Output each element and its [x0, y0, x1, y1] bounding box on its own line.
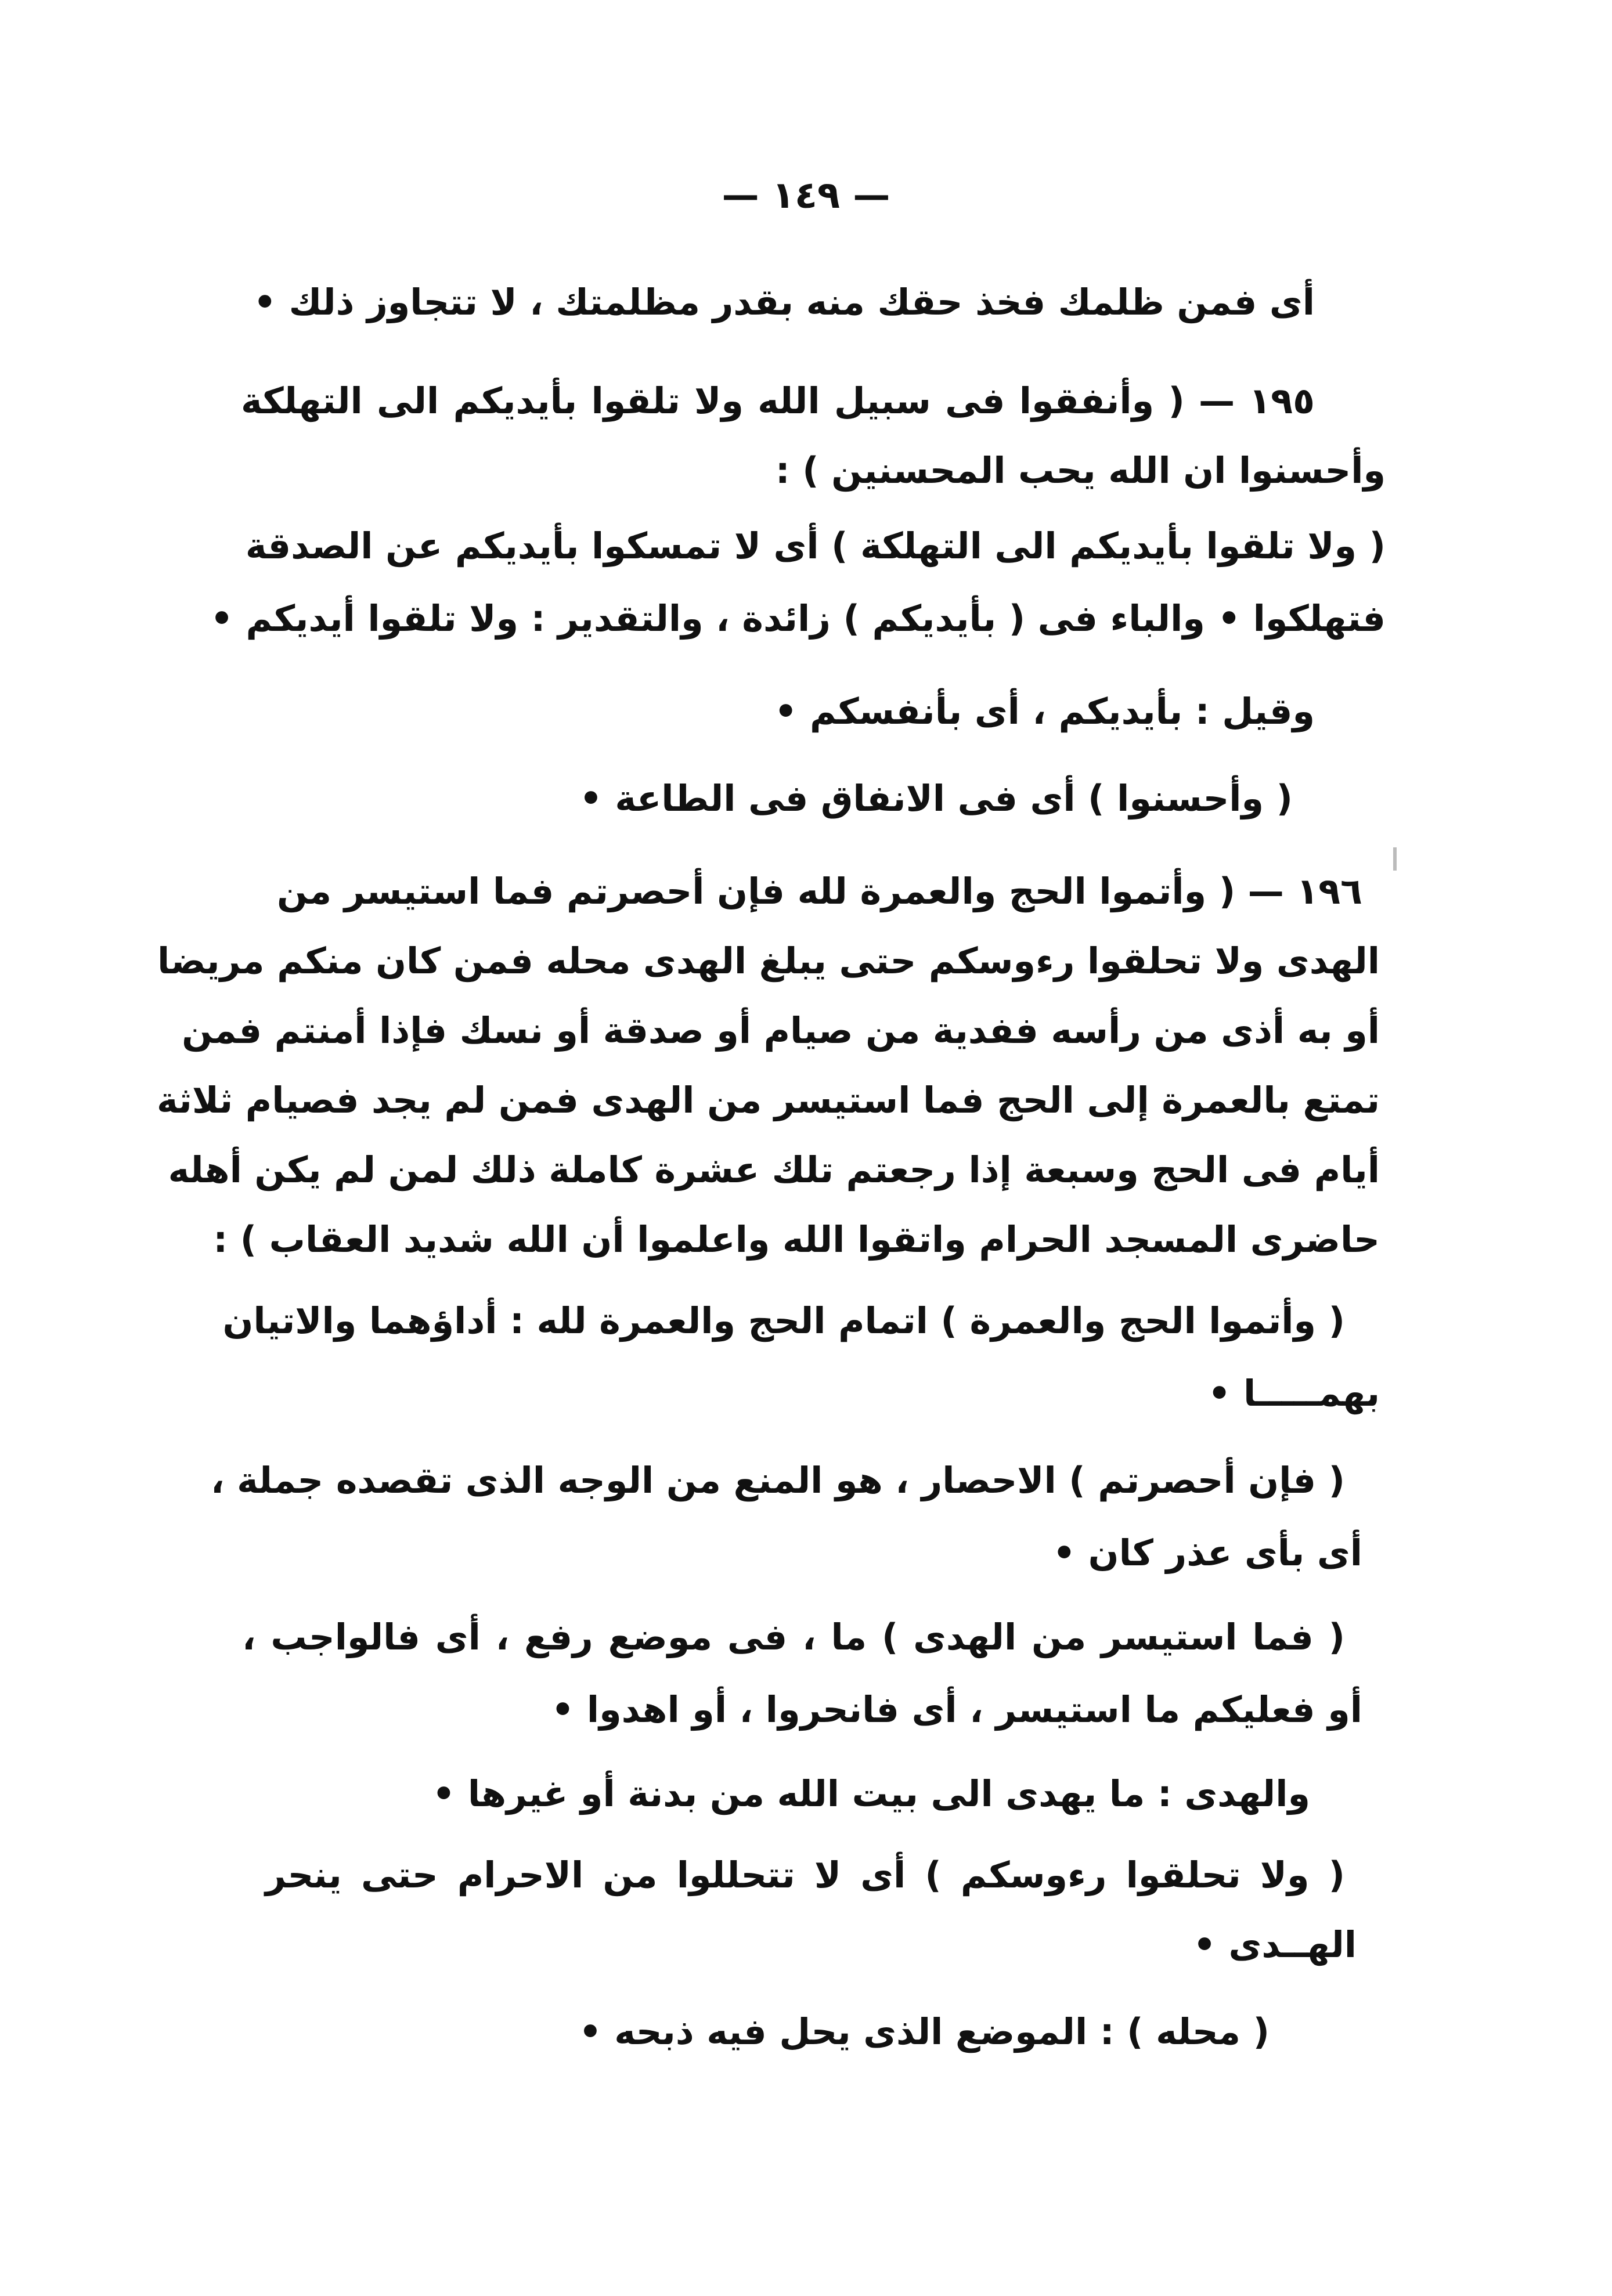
text-line: ( فإن أحصرتم ) الاحصار ، هو المنع من الوجه الذى تقصده جملة ، — [210, 1459, 1345, 1501]
text-line: وقيل : بأيديكم ، أى بأنفسكم • — [774, 690, 1315, 732]
text-line: ١٩٦ — ( وأتموا الحج والعمرة لله فإن أحصرتم فما استيسر من — [277, 870, 1362, 912]
text-line: أى فمن ظلمك فخذ حقك منه بقدر مظلمتك ، لا تتجاوز ذلك • — [253, 281, 1315, 323]
text-line: ١٩٥ — ( وأنفقوا فى سبيل الله ولا تلقوا بأيديكم الى التهلكة — [241, 380, 1315, 422]
text-line: فتهلكوا • والباء فى ( بأيديكم ) زائدة ، والتقدير : ولا تلقوا أيديكم • — [210, 597, 1386, 640]
page-number: — ١٤٩ — — [722, 174, 890, 217]
margin-mark — [1393, 847, 1397, 871]
text-line: الهــدى • — [1193, 1923, 1357, 1966]
text-line: أو به أذى من رأسه ففدية من صيام أو صدقة أو نسك فإذا أمنتم فمن — [182, 1009, 1380, 1052]
text-line: الهدى ولا تحلقوا رءوسكم حتى يبلغ الهدى محله فمن كان منكم مريضا — [157, 940, 1380, 982]
text-line: والهدى : ما يهدى الى بيت الله من بدنة أو غيرها • — [432, 1772, 1310, 1815]
text-line: حاضرى المسجد الحرام واتقوا الله واعلموا أن الله شديد العقاب ) : — [213, 1218, 1380, 1261]
text-line: أى بأى عذر كان • — [1052, 1532, 1362, 1574]
text-line: ( وأتموا الحج والعمرة ) اتمام الحج والعمرة لله : أداؤهما والاتيان — [222, 1299, 1345, 1342]
text-line: ( وأحسنوا ) أى فى الانفاق فى الطاعة • — [579, 777, 1293, 820]
text-line: تمتع بالعمرة إلى الحج فما استيسر من الهدى فمن لم يجد فصيام ثلاثة — [156, 1079, 1380, 1121]
text-line: ( ولا تلقوا بأيديكم الى التهلكة ) أى لا تمسكوا بأيديكم عن الصدقة — [245, 525, 1386, 567]
text-line: وأحسنوا ان الله يحب المحسنين ) : — [775, 449, 1386, 492]
text-line: أيام فى الحج وسبعة إذا رجعتم تلك عشرة كاملة ذلك لمن لم يكن أهله — [168, 1149, 1380, 1191]
text-line: أو فعليكم ما استيسر ، أى فانحروا ، أو اهدوا • — [551, 1688, 1362, 1731]
text-line: ( فما استيسر من الهدى ) ما ، فى موضع رفع ، أى فالواجب ، — [242, 1616, 1345, 1658]
text-line: ( ولا تحلقوا رءوسكم ) أى لا تتحللوا من الاحرام حتى ينحر — [265, 1854, 1345, 1896]
text-line: بهمـــــا • — [1207, 1372, 1380, 1414]
text-line: ( محله ) : الموضع الذى يحل فيه ذبحه • — [579, 2010, 1270, 2053]
